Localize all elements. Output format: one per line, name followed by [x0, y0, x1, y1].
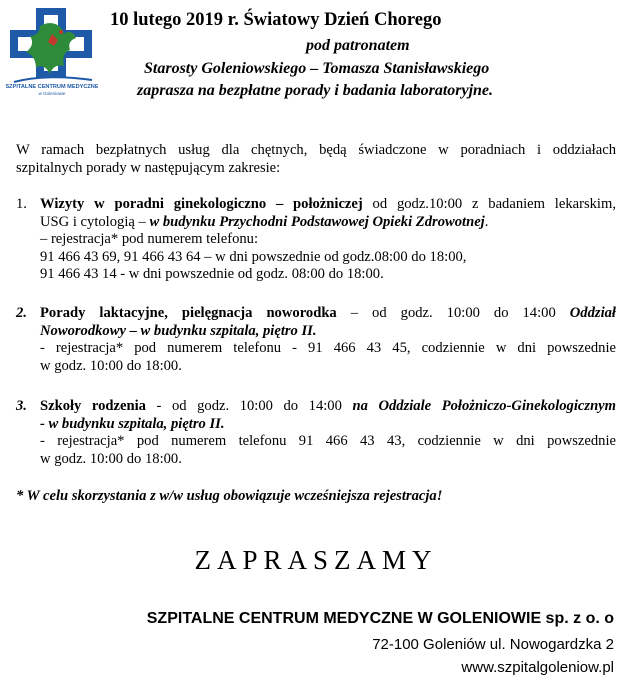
subtitle-invitation: zaprasza na bezpłatne porady i badania laboratoryjne.	[137, 82, 494, 99]
item-location: Noworodkowy – w budynku szpitala, piętro II.	[40, 322, 317, 339]
cross-griffin-icon	[6, 6, 98, 98]
item-title: Wizyty w poradni ginekologiczno – położniczej	[40, 196, 363, 212]
item-title: Szkoły rodzenia	[40, 398, 146, 414]
svg-text:w Goleniowie: w Goleniowie	[38, 91, 66, 96]
invite-heading: ZAPRASZAMY	[194, 545, 438, 575]
intro-line-1: W ramach bezpłatnych usług dla chętnych, będą świadczone w poradniach i oddziałach	[16, 142, 616, 158]
subtitle-patronage: pod patronatem	[306, 37, 410, 54]
item-line: Porady laktacyjne, pielęgnacja noworodka – od godz. 10:00 do 14:00 Oddział	[40, 305, 616, 321]
footer-address: 72-100 Goleniów ul. Nowogardzka 2	[372, 636, 614, 653]
item-title: Porady laktacyjne, pielęgnacja noworodka	[40, 305, 337, 321]
item-number: 2.	[16, 305, 27, 321]
item-phone-line: 91 466 43 69, 91 466 43 64 – w dni powszednie od godz.08:00 do 18:00,	[40, 248, 467, 265]
item-line: Wizyty w poradni ginekologiczno – położniczej od godz.10:00 z badaniem lekarskim,	[40, 196, 616, 212]
svg-text:SZPITALNE CENTRUM MEDYCZNE: SZPITALNE CENTRUM MEDYCZNE	[6, 84, 98, 90]
subtitle-starosta: Starosty Goleniowskiego – Tomasza Stanisławskiego	[144, 60, 490, 77]
item-number: 3.	[16, 398, 27, 414]
item-registration: - rejestracja* pod numerem telefonu - 91 466 43 45, codziennie w dni powszednie	[40, 340, 616, 356]
footer-organization: SZPITALNE CENTRUM MEDYCZNE W GOLENIOWIE sp. z o. o	[146, 610, 614, 627]
item-registration: - rejestracja* pod numerem telefonu 91 466 43 43, codziennie w dni powszednie	[40, 433, 616, 449]
page-title: 10 lutego 2019 r. Światowy Dzień Chorego	[110, 10, 442, 30]
item-registration: – rejestracja* pod numerem telefonu:	[40, 231, 259, 247]
item-line: USG i cytologią – w budynku Przychodni Podstawowej Opieki Zdrowotnej.	[40, 213, 489, 230]
item-phone-line: 91 466 43 14 - w dni powszednie od godz. 08:00 do 18:00.	[40, 266, 384, 282]
item-hours: w godz. 10:00 do 18:00.	[40, 357, 182, 374]
intro-paragraph	[16, 142, 616, 177]
item-location: - w budynku szpitala, piętro II.	[40, 415, 225, 432]
item-number: 1.	[16, 196, 27, 212]
item-hours: w godz. 10:00 do 18:00.	[40, 450, 182, 467]
intro-line-2: szpitalnych porady w następującym zakresie:	[16, 159, 281, 176]
registration-note: * W celu skorzystania z w/w usług obowiązuje wcześniejsza rejestracja!	[16, 488, 443, 504]
item-line: Szkoły rodzenia - od godz. 10:00 do 14:00 na Oddziale Położniczo-Ginekologicznym	[40, 398, 617, 414]
footer-website: www.szpitalgoleniow.pl	[461, 659, 614, 676]
hospital-logo	[6, 6, 98, 98]
item-location: w budynku Przychodni Podstawowej Opieki Zdrowotnej	[149, 213, 485, 230]
